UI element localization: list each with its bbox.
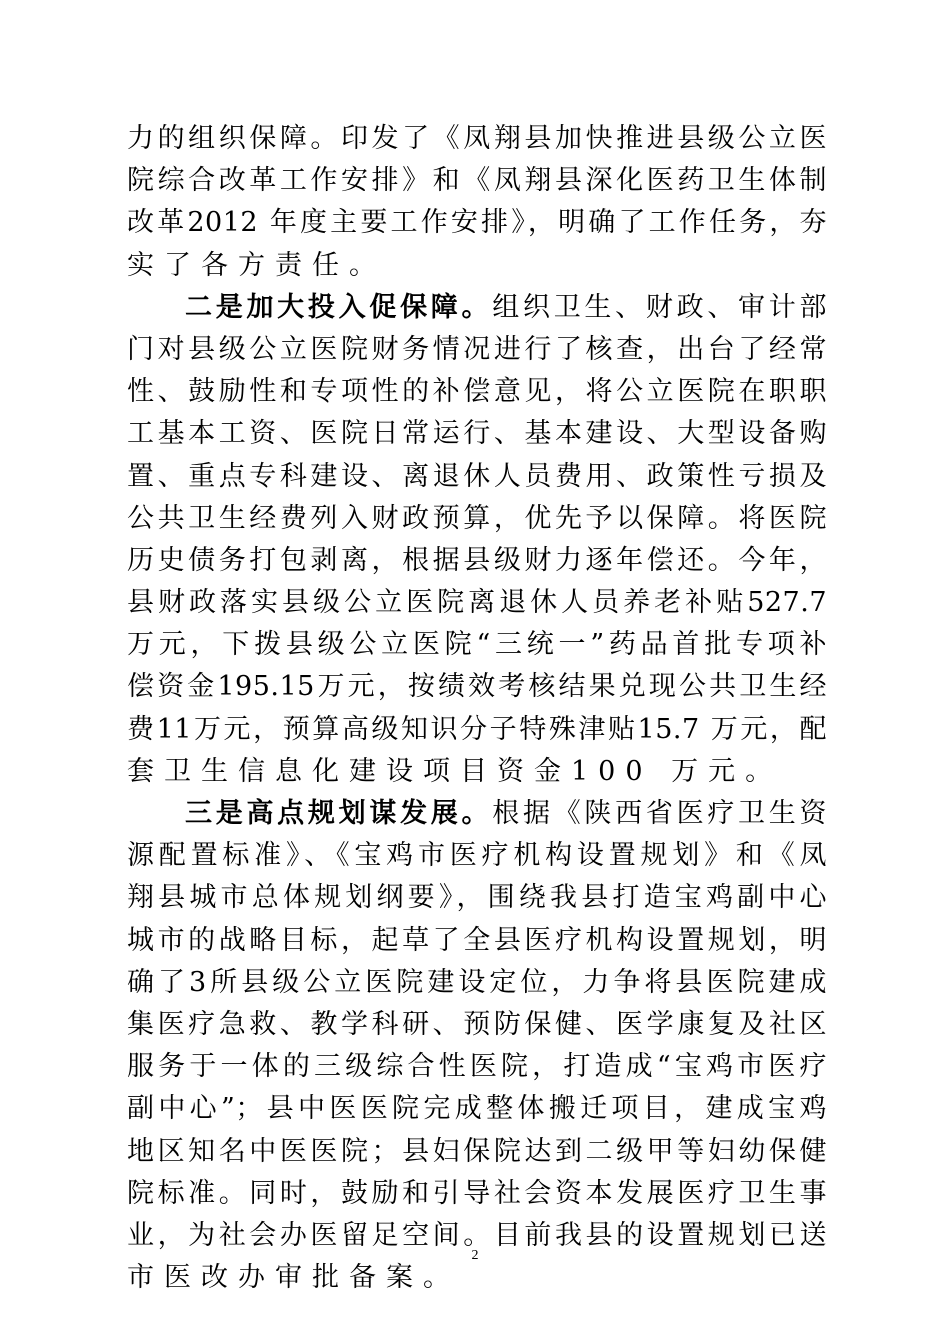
text-line: 地区知名中医医院；县妇保院达到二级甲等妇幼保健	[127, 1135, 827, 1167]
paragraph-first-line	[127, 287, 827, 329]
paragraph-intro-continuation	[127, 118, 827, 287]
paragraph-first-line-text: 组织卫生、财政、审计部	[492, 291, 827, 323]
text-line: 力的组织保障。印发了《凤翔县加快推进县级公立医	[127, 123, 827, 154]
text-line: 源配置标准》、《宝鸡市医疗机构设置规划》和《凤	[127, 840, 827, 872]
paragraph-heading: 二是加大投入促保障。	[185, 291, 493, 323]
text-line: 公共卫生经费列入财政预算，优先予以保障。将医院	[127, 502, 827, 534]
text-line: 费11万元，预算高级知识分子特殊津贴15.7 万元，配	[127, 713, 827, 745]
text-line: 性、鼓励性和专项性的补偿意见，将公立医院在职职	[127, 376, 827, 408]
paragraph-first-line-text: 根据《陕西省医疗卫生资	[492, 798, 827, 829]
text-line: 万元，下拨县级公立医院“三统一”药品首批专项补	[127, 629, 827, 661]
text-line: 翔县城市总体规划纲要》，围绕我县打造宝鸡副中心	[127, 882, 827, 914]
text-line: 门对县级公立医院财务情况进行了核查，出台了经常	[127, 333, 827, 365]
text-line: 服务于一体的三级综合性医院，打造成“宝鸡市医疗	[127, 1051, 827, 1083]
paragraph-point-three	[127, 793, 827, 1299]
text-line: 市医改办审批备案。	[127, 1262, 460, 1294]
text-line: 院标准。同时，鼓励和引导社会资本发展医疗卫生事	[127, 1177, 827, 1209]
text-line: 偿资金195.15万元，按绩效考核结果兑现公共卫生经	[127, 671, 827, 703]
paragraph-point-two	[127, 287, 827, 793]
body-text	[127, 118, 827, 1299]
text-line: 历史债务打包剥离，根据县级财力逐年偿还。今年，	[127, 544, 827, 576]
text-line: 集医疗急救、教学科研、预防保健、医学康复及社区	[127, 1008, 827, 1040]
paragraph-first-line	[127, 793, 827, 835]
text-line: 工基本工资、医院日常运行、基本建设、大型设备购	[127, 418, 827, 450]
text-line: 县财政落实县级公立医院离退休人员养老补贴527.7	[127, 587, 827, 619]
text-line: 实了各方责任。	[127, 249, 386, 281]
text-line: 院综合改革工作安排》和《凤翔县深化医药卫生体制	[127, 165, 827, 197]
text-line: 置、重点专科建设、离退休人员费用、政策性亏损及	[127, 460, 827, 492]
text-line: 城市的战略目标，起草了全县医疗机构设置规划，明	[127, 924, 827, 956]
page-number: 2	[471, 1248, 479, 1263]
text-line: 套卫生信息化建设项目资金100 万元。	[127, 755, 783, 787]
text-line: 业，为社会办医留足空间。目前我县的设置规划已送	[127, 1219, 827, 1251]
paragraph-heading: 三是高点规划谋发展。	[185, 798, 493, 829]
text-line: 副中心”；县中医医院完成整体搬迁项目，建成宝鸡	[127, 1093, 827, 1125]
text-line: 确了3所县级公立医院建设定位，力争将县医院建成	[127, 966, 827, 998]
text-line: 改革2012 年度主要工作安排》，明确了工作任务，夯	[127, 207, 827, 239]
